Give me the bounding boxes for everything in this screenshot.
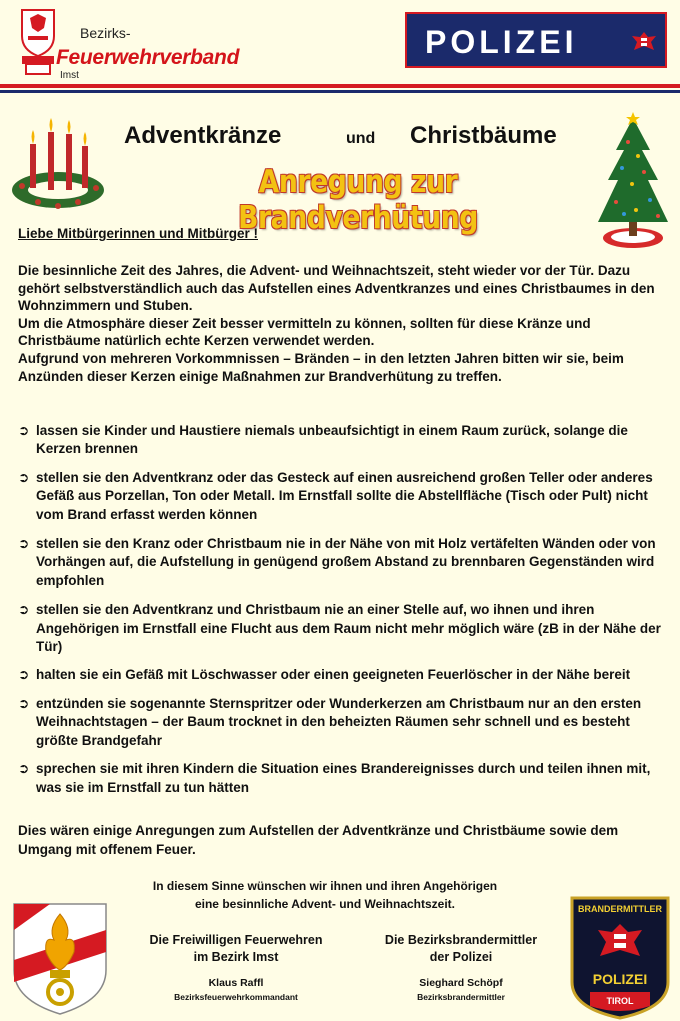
badge-top-text: BRANDERMITTLER bbox=[578, 904, 662, 914]
tip-text: lassen sie Kinder und Haustiere niemals unbeaufsichtigt in einem Raum zurück, solange die Kerzen brennen bbox=[36, 423, 628, 457]
signature-polizei bbox=[346, 932, 576, 1002]
signature-role: Bezirksfeuerwehrkommandant bbox=[174, 992, 298, 1002]
tip-item bbox=[18, 535, 666, 590]
season-wishes bbox=[100, 878, 550, 913]
wishes-line: In diesem Sinne wünschen wir ihnen und ihren Angehörigen bbox=[152, 879, 498, 893]
tip-text: halten sie ein Gefäß mit Löschwasser oder einen geeigneten Feuerlöscher in der Nähe bereit bbox=[36, 667, 631, 683]
feuerwehrverband-logo bbox=[18, 6, 278, 82]
greeting: Liebe Mitbürgerinnen und Mitbürger ! bbox=[18, 226, 258, 241]
title-christbaeume: Christbäume bbox=[410, 122, 557, 149]
header-stripe-blue bbox=[0, 90, 680, 93]
tip-text: stellen sie den Adventkranz oder das Gesteck auf einen ausreichend großen Teller oder anderes Gefäß aus Porzellan, Ton oder Metall. Im Ernstfall sollte die Abstellfläche (Tisch oder Pult) nicht vom Brand erfasst werden können bbox=[36, 469, 653, 522]
tip-item bbox=[18, 695, 666, 750]
intro-text bbox=[18, 262, 660, 385]
arrow-bullet-icon: ➲ bbox=[18, 423, 30, 438]
tip-item bbox=[18, 666, 666, 684]
signature-org-line: im Bezirk Imst bbox=[193, 950, 279, 964]
arrow-bullet-icon: ➲ bbox=[18, 469, 30, 485]
brandermittler-badge-icon bbox=[568, 896, 672, 1020]
arrow-bullet-icon: ➲ bbox=[18, 667, 30, 683]
polizei-logo-text: POLIZEI bbox=[425, 24, 578, 60]
eagle-crest-icon bbox=[629, 28, 659, 58]
intro-paragraph: Aufgrund von mehreren Vorkommnissen – Bränden – in den letzten Jahren bitten wir sie, beim Anzünden dieser Kerzen einige Maßnahmen zur Brandverhütung zu treffen. bbox=[18, 350, 624, 384]
tip-text: stellen sie den Kranz oder Christbaum nie in der Nähe von mit Holz vertäfelten Wänden oder von Vorhängen auf, die Aufstellung in genügend großem Abstand zu brennbaren Gegenständen wird empfohlen bbox=[36, 536, 656, 588]
ff-logo-line2: Feuerwehrverband bbox=[56, 46, 240, 69]
arrow-bullet-icon: ➲ bbox=[18, 602, 30, 618]
signature-role: Bezirksbrandermittler bbox=[417, 992, 505, 1002]
ff-logo-line1: Bezirks- bbox=[80, 25, 131, 41]
safety-tips-list bbox=[18, 422, 666, 797]
arrow-bullet-icon: ➲ bbox=[18, 761, 30, 777]
wishes-line: eine besinnliche Advent- und Weihnachtszeit. bbox=[194, 896, 456, 911]
tip-text: stellen sie den Adventkranz und Christbaum nie an einer Stelle auf, wo ihnen und ihren Angehörigen im Ernstfall eine Flucht aus dem Raum nicht mehr möglich wäre (zB in der Nähe der Tür) bbox=[36, 602, 661, 655]
fire-brigade-emblem-icon bbox=[18, 6, 58, 76]
tip-item bbox=[18, 469, 666, 524]
tip-item bbox=[18, 601, 666, 656]
signature-org-line: Die Freiwilligen Feuerwehren bbox=[149, 933, 323, 947]
signature-org-line: der Polizei bbox=[429, 950, 493, 964]
intro-paragraph: Die besinnliche Zeit des Jahres, die Advent- und Weihnachtszeit, steht wieder vor der Tür. Dazu gehört selbstverständlich auch das Aufstellen eines Adventkranzes und eines Christbaumes in den Wohnzimmern und Stuben. bbox=[18, 263, 655, 314]
badge-bottom-text: TIROL bbox=[606, 996, 634, 1006]
tip-item bbox=[18, 422, 666, 459]
ff-logo-line3: Imst bbox=[60, 70, 79, 81]
signature-feuerwehr bbox=[116, 932, 356, 1002]
tip-text: sprechen sie mit ihren Kindern die Situation eines Brandereignisses durch und teilen ihnen mit, was sie im Ernstfall zu tun hätten bbox=[36, 761, 651, 795]
intro-paragraph: Um die Atmosphäre dieser Zeit besser vermitteln zu können, sollten für diese Kränze und Christbäume natürlich echte Kerzen verwendet werden. bbox=[18, 315, 591, 349]
closing-text: Dies wären einige Anregungen zum Aufstellen der Adventkränze und Christbäume sowie dem Umgang mit offenem Feuer. bbox=[18, 823, 619, 857]
badge-mid-text: POLIZEI bbox=[592, 971, 648, 987]
header-stripe-red bbox=[0, 84, 680, 88]
title-row bbox=[0, 122, 680, 162]
tip-item bbox=[18, 760, 666, 797]
signature-name: Sieghard Schöpf bbox=[419, 977, 503, 989]
arrow-bullet-icon: ➲ bbox=[18, 695, 30, 711]
signature-name: Klaus Raffl bbox=[208, 977, 264, 989]
arrow-bullet-icon: ➲ bbox=[18, 536, 30, 552]
subtitle-brandverhuetung: Anregung zur Brandverhütung bbox=[238, 164, 478, 236]
title-und: und bbox=[346, 130, 376, 147]
signature-org-line: Die Bezirksbrandermittler bbox=[384, 933, 538, 947]
polizei-logo bbox=[405, 12, 667, 68]
tip-text: entzünden sie sogenannte Sternspritzer oder Wunderkerzen am Christbaum nur an den ersten Weihnachtstagen – der Baum trocknet in den beheizten Räumen sehr schnell und es besteht größte Brandgefahr bbox=[36, 695, 642, 748]
feuerwehr-badge-icon bbox=[10, 900, 110, 1018]
title-adventkraenze: Adventkränze bbox=[124, 122, 282, 149]
